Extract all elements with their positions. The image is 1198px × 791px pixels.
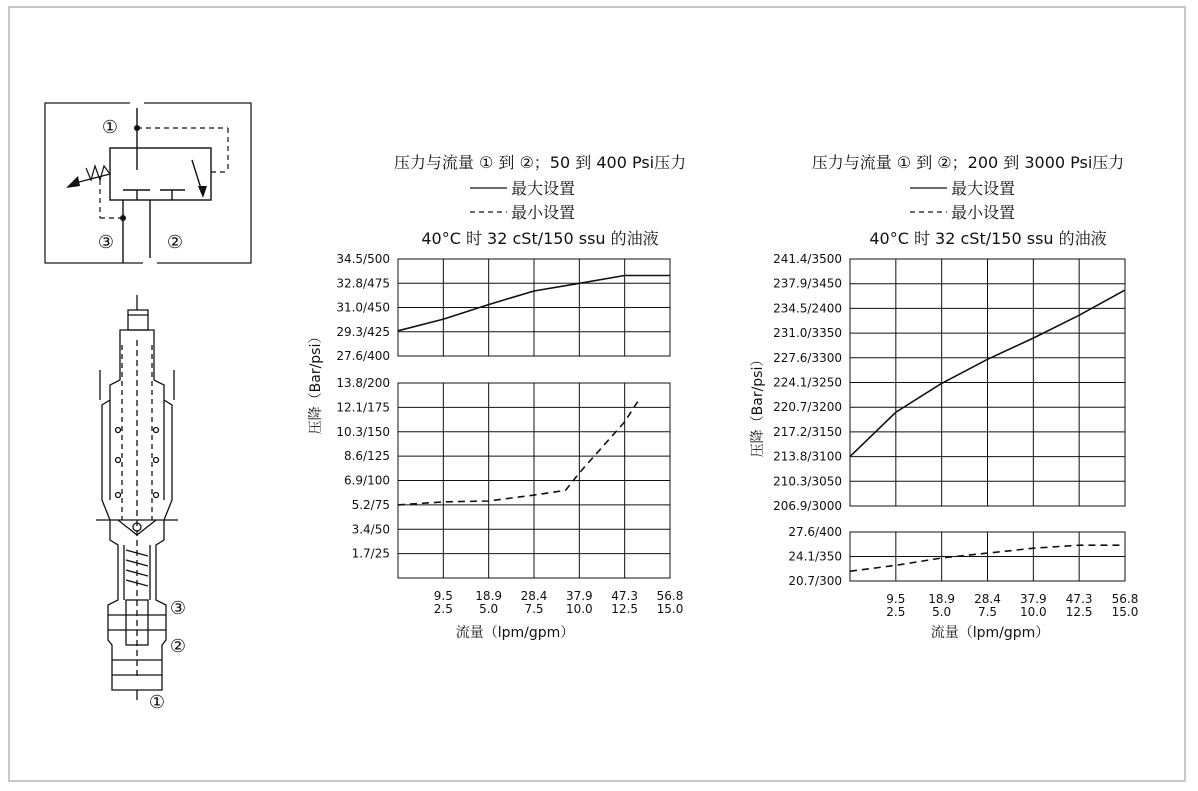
right-bottom-xtick-lpm: 47.3 [1065,592,1093,606]
left-bottom-xtick-gpm: 7.5 [524,602,544,616]
left-chart-ylabel: 压降（Bar/psi） [308,329,324,435]
valve-schematic [45,98,251,268]
left-top-ytick-label: 32.8/475 [336,276,390,291]
left-top-ytick-label: 29.3/425 [336,324,390,339]
right-bottom-xtick-lpm: 37.9 [1019,592,1047,606]
left-chart-condition: 40°C 时 32 cSt/150 ssu 的油液 [421,229,659,248]
right-legend-max-label: 最大设置 [951,179,1016,198]
right-bottom-ytick-label: 20.7/300 [788,574,842,588]
right-top-ytick-label: 206.9/3000 [773,499,842,513]
spring-icon [86,166,110,180]
left-top-ytick-label: 34.5/500 [336,252,390,266]
cartridge-cutaway-drawing [96,295,178,700]
left-bottom-xtick-lpm: 47.3 [611,589,639,603]
left-bottom-xtick-gpm: 10.0 [565,602,593,616]
right-bottom-xtick-gpm: 5.0 [932,605,952,619]
right-top-ytick-label: 220.7/3200 [773,400,842,415]
right-chart-title: 压力与流量 ① 到 ②；200 到 3000 Psi压力 [811,153,1125,172]
right-bottom-ytick-label: 27.6/400 [788,525,842,539]
right-top-ytick-label: 227.6/3300 [773,350,842,365]
left-bottom-ytick-label: 8.6/125 [343,449,390,464]
right-top-ytick-label: 231.0/3350 [773,326,842,341]
cutaway-port-3-label: ③ [169,598,187,619]
right-bottom-xtick-lpm: 28.4 [974,592,1001,606]
left-bottom-ytick-label: 10.3/150 [336,424,390,439]
cutaway-port-1-label: ① [148,692,166,713]
left-bottom-ytick-label: 5.2/75 [351,497,390,512]
right-bottom-ytick-label: 24.1/350 [788,549,842,564]
left-top-ytick-label: 31.0/450 [336,300,390,315]
left-bottom-xtick-lpm: 18.9 [475,589,503,603]
left-bottom-xtick-gpm: 15.0 [656,602,684,616]
cutaway-port-2-label: ② [169,636,187,657]
charts-layer [336,252,1138,619]
right-top-ytick-label: 241.4/3500 [773,252,842,266]
left-top-ytick-label: 27.6/400 [336,349,390,363]
right-top-ytick-label: 217.2/3150 [773,424,842,439]
port-1-label: ① [101,117,119,138]
left-legend-min-label: 最小设置 [511,203,576,222]
right-top-ytick-label: 224.1/3250 [773,375,842,390]
left-bottom-ytick-label: 6.9/100 [343,473,390,488]
port-3-label: ③ [97,232,115,253]
left-bottom-ytick-label: 12.1/175 [336,400,390,415]
left-bottom-xtick-gpm: 12.5 [611,602,639,616]
port-2-label: ② [166,232,184,253]
left-bottom-ytick-label: 1.7/25 [351,546,390,561]
left-bottom-series-min [398,398,640,505]
right-bottom-xtick-gpm: 2.5 [886,605,906,619]
left-bottom-xtick-lpm: 28.4 [520,589,548,603]
adjust-arrow-icon [66,176,80,188]
right-bottom-xtick-lpm: 18.9 [928,592,956,606]
right-chart-xlabel: 流量（lpm/gpm） [930,625,1050,641]
right-bottom-xtick-gpm: 10.0 [1019,605,1047,619]
right-top-ytick-label: 210.3/3050 [773,474,842,489]
right-legend-min-label: 最小设置 [951,203,1016,222]
right-top-ytick-label: 213.8/3100 [773,449,842,464]
left-bottom-ytick-label: 13.8/200 [336,376,390,390]
right-bottom-xtick-gpm: 7.5 [977,605,998,619]
left-legend-max-label: 最大设置 [511,179,576,198]
left-bottom-xtick-lpm: 9.5 [433,589,453,603]
right-chart-ylabel: 压降（Bar/psi） [750,352,766,458]
left-bottom-xtick-gpm: 2.5 [433,602,453,616]
right-bottom-xtick-lpm: 56.8 [1111,592,1139,606]
right-bottom-xtick-gpm: 15.0 [1111,605,1139,619]
right-chart-condition: 40°C 时 32 cSt/150 ssu 的油液 [869,229,1107,248]
left-chart-title: 压力与流量 ① 到 ②；50 到 400 Psi压力 [393,153,687,172]
left-bottom-xtick-lpm: 37.9 [565,589,593,603]
left-chart-xlabel: 流量（lpm/gpm） [455,625,575,641]
left-bottom-xtick-lpm: 56.8 [656,589,684,603]
right-bottom-xtick-gpm: 12.5 [1065,605,1093,619]
right-bottom-xtick-lpm: 9.5 [886,592,906,606]
left-bottom-xtick-gpm: 5.0 [479,602,499,616]
left-bottom-ytick-label: 3.4/50 [351,522,390,537]
right-top-ytick-label: 234.5/2400 [773,301,842,316]
right-top-ytick-label: 237.9/3450 [773,276,842,291]
